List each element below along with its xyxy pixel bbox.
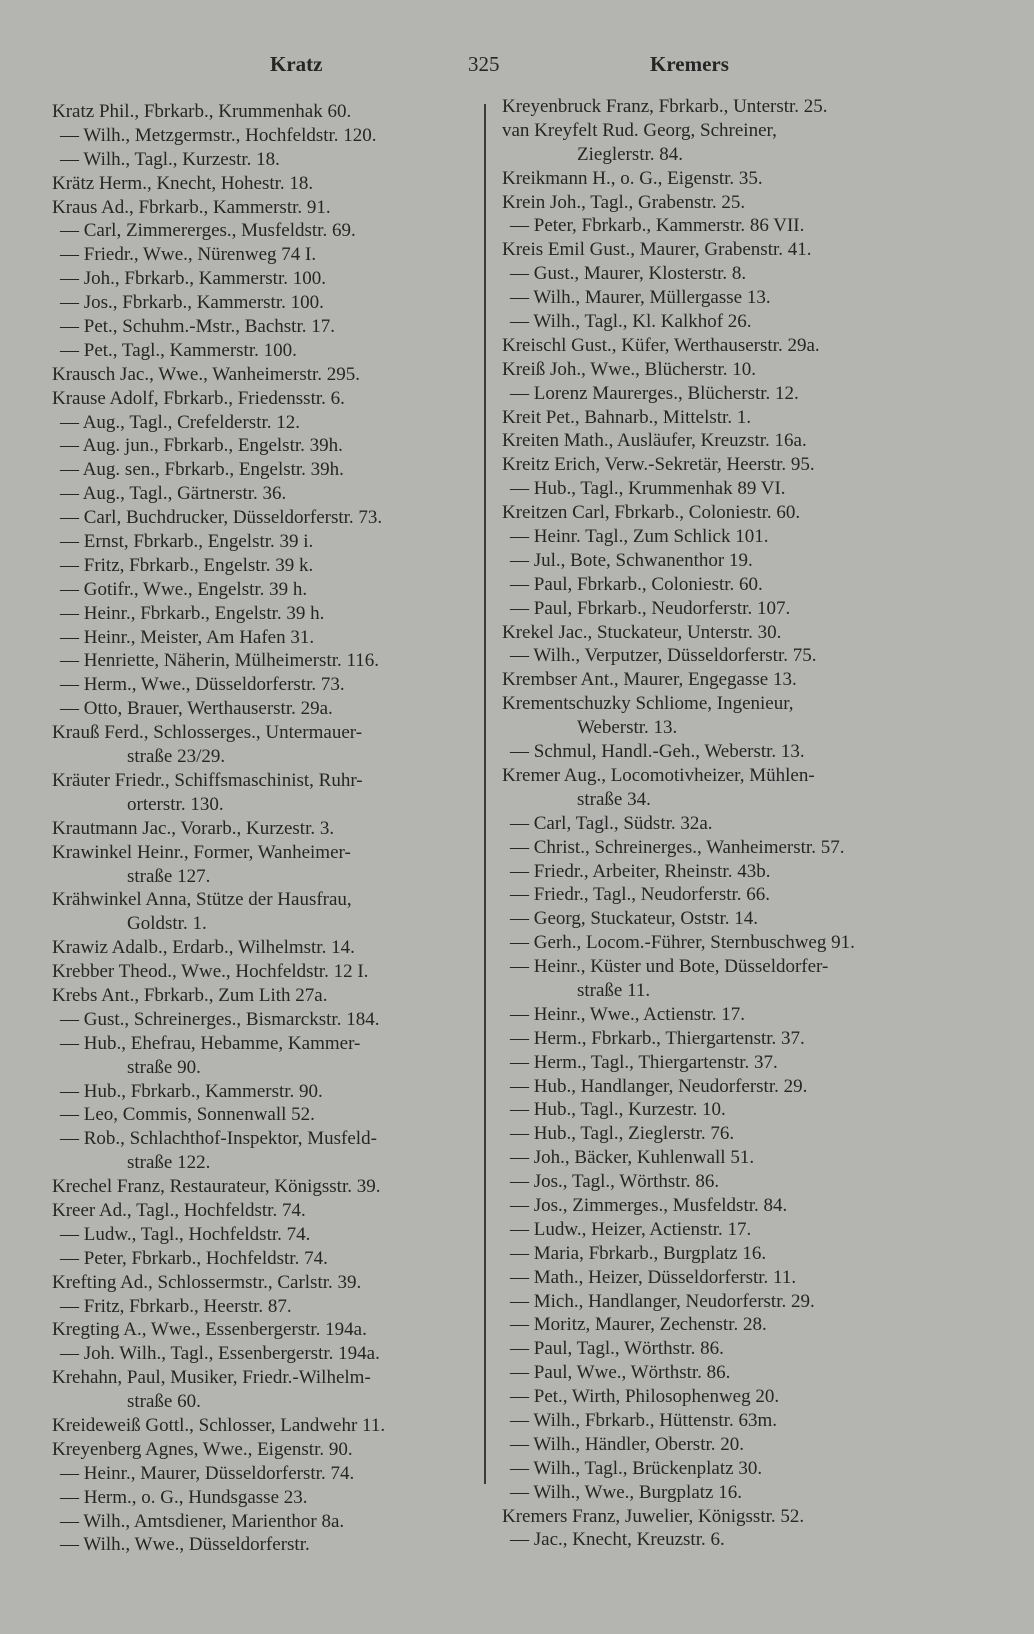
directory-subentry: — Hub., Fbrkarb., Kammerstr. 90. <box>60 1080 323 1102</box>
directory-entry: Krauß Ferd., Schlosserges., Untermauer- <box>52 722 363 744</box>
directory-entry: Kremers Franz, Juwelier, Königsstr. 52. <box>502 1505 805 1527</box>
directory-subentry: — Paul, Wwe., Wörthstr. 86. <box>510 1362 731 1384</box>
entry-continuation: straße 127. <box>127 865 211 887</box>
directory-entry: Kreitz Erich, Verw.-Sekretär, Heerstr. 95. <box>502 454 815 476</box>
directory-subentry: — Ernst, Fbrkarb., Engelstr. 39 i. <box>60 531 314 553</box>
directory-subentry: — Georg, Stuckateur, Oststr. 14. <box>510 908 758 930</box>
directory-subentry: — Ludw., Tagl., Hochfeldstr. 74. <box>60 1223 311 1245</box>
directory-entry: Kraus Ad., Fbrkarb., Kammerstr. 91. <box>52 196 331 218</box>
directory-subentry: — Heinr., Küster und Bote, Düsseldorfer- <box>510 956 829 978</box>
directory-subentry: — Mich., Handlanger, Neudorferstr. 29. <box>510 1290 815 1312</box>
directory-subentry: — Carl, Buchdrucker, Düsseldorferstr. 73. <box>60 507 383 529</box>
directory-entry: Krein Joh., Tagl., Grabenstr. 25. <box>502 191 746 213</box>
directory-subentry: — Pet., Tagl., Kammerstr. 100. <box>60 339 297 361</box>
entry-continuation: Zieglerstr. 84. <box>577 143 684 165</box>
directory-entry: Krembser Ant., Maurer, Engegasse 13. <box>502 669 797 691</box>
directory-subentry: — Jos., Zimmerges., Musfeldstr. 84. <box>510 1194 788 1216</box>
entry-continuation: Goldstr. 1. <box>127 913 207 935</box>
directory-subentry: — Fritz, Fbrkarb., Heerstr. 87. <box>60 1295 292 1317</box>
directory-subentry: — Gotifr., Wwe., Engelstr. 39 h. <box>60 578 308 600</box>
directory-entry: Krebber Theod., Wwe., Hochfeldstr. 12 I. <box>52 961 369 983</box>
directory-subentry: — Wilh., Verputzer, Düsseldorferstr. 75. <box>510 645 817 667</box>
directory-subentry: — Lorenz Maurerges., Blücherstr. 12. <box>510 382 799 404</box>
directory-subentry: — Christ., Schreinerges., Wanheimerstr. 57. <box>510 836 845 858</box>
directory-entry: van Kreyfelt Rud. Georg, Schreiner, <box>502 119 777 141</box>
directory-subentry: — Gerh., Locom.-Führer, Sternbuschweg 91. <box>510 932 855 954</box>
directory-subentry: — Henriette, Näherin, Mülheimerstr. 116. <box>60 650 380 672</box>
directory-subentry: — Fritz, Fbrkarb., Engelstr. 39 k. <box>60 554 314 576</box>
directory-subentry: — Wilh., Tagl., Kurzestr. 18. <box>60 148 280 170</box>
directory-subentry: — Hub., Handlanger, Neudorferstr. 29. <box>510 1075 808 1097</box>
directory-subentry: — Pet., Wirth, Philosophenweg 20. <box>510 1386 780 1408</box>
directory-subentry: — Paul, Tagl., Wörthstr. 86. <box>510 1338 724 1360</box>
directory-subentry: — Moritz, Maurer, Zechenstr. 28. <box>510 1314 767 1336</box>
directory-subentry: — Joh., Bäcker, Kuhlenwall 51. <box>510 1147 755 1169</box>
directory-entry: Kreischl Gust., Küfer, Werthauserstr. 29a. <box>502 334 820 356</box>
directory-subentry: — Leo, Commis, Sonnenwall 52. <box>60 1104 315 1126</box>
directory-subentry: — Heinr., Wwe., Actienstr. 17. <box>510 1003 746 1025</box>
directory-subentry: — Aug., Tagl., Crefelderstr. 12. <box>60 411 301 433</box>
directory-subentry: — Carl, Tagl., Südstr. 32a. <box>510 812 713 834</box>
entry-continuation: orterstr. 130. <box>127 793 224 815</box>
page-number: 325 <box>468 52 500 76</box>
directory-entry: Kreideweiß Gottl., Schlosser, Landwehr 11. <box>52 1414 386 1436</box>
directory-subentry: — Wilh., Tagl., Kl. Kalkhof 26. <box>510 311 752 333</box>
directory-entry: Krähwinkel Anna, Stütze der Hausfrau, <box>52 889 352 911</box>
directory-subentry: — Heinr., Meister, Am Hafen 31. <box>60 626 315 648</box>
directory-entry: Krechel Franz, Restaurateur, Königsstr. 39. <box>52 1176 381 1198</box>
directory-entry: Krause Adolf, Fbrkarb., Friedensstr. 6. <box>52 387 345 409</box>
directory-entry: Kreyenbruck Franz, Fbrkarb., Unterstr. 25. <box>502 96 828 117</box>
directory-subentry: — Schmul, Handl.-Geh., Weberstr. 13. <box>510 741 805 763</box>
directory-subentry: — Joh. Wilh., Tagl., Essenbergerstr. 194a. <box>60 1343 380 1365</box>
directory-entry: Kregting A., Wwe., Essenbergerstr. 194a. <box>52 1319 367 1341</box>
directory-entry: Krätz Herm., Knecht, Hohestr. 18. <box>52 172 314 194</box>
right-column <box>502 95 942 1552</box>
directory-entry: Kreitzen Carl, Fbrkarb., Coloniestr. 60. <box>502 502 801 524</box>
entry-continuation: straße 90. <box>127 1056 201 1078</box>
directory-subentry: — Wilh., Amtsdiener, Marienthor 8a. <box>60 1510 345 1532</box>
directory-entry: Kreikmann H., o. G., Eigenstr. 35. <box>502 167 763 189</box>
directory-subentry: — Jos., Fbrkarb., Kammerstr. 100. <box>60 292 324 314</box>
directory-entry: Krawiz Adalb., Erdarb., Wilhelmstr. 14. <box>52 937 355 959</box>
directory-entry: Kreiß Joh., Wwe., Blücherstr. 10. <box>502 358 756 380</box>
directory-subentry: — Jul., Bote, Schwanenthor 19. <box>510 549 753 571</box>
running-head-left: Kratz <box>270 52 323 76</box>
directory-entry: Krausch Jac., Wwe., Wanheimerstr. 295. <box>52 363 361 385</box>
entry-continuation: Weberstr. 13. <box>577 717 678 739</box>
entry-continuation: straße 11. <box>577 979 651 1001</box>
directory-subentry: — Heinr., Maurer, Düsseldorferstr. 74. <box>60 1462 355 1484</box>
directory-subentry: — Friedr., Tagl., Neudorferstr. 66. <box>510 884 771 906</box>
directory-subentry: — Otto, Brauer, Werthauserstr. 29a. <box>60 698 333 720</box>
entry-continuation: straße 23/29. <box>127 746 226 768</box>
directory-entry: Kratz Phil., Fbrkarb., Krummenhak 60. <box>52 101 352 122</box>
directory-subentry: — Jos., Tagl., Wörthstr. 86. <box>510 1171 720 1193</box>
directory-subentry: — Herm., Fbrkarb., Thiergartenstr. 37. <box>510 1027 805 1049</box>
directory-subentry: — Carl, Zimmererges., Musfeldstr. 69. <box>60 220 356 242</box>
directory-entry: Krementschuzky Schliome, Ingenieur, <box>502 693 794 715</box>
directory-subentry: — Peter, Fbrkarb., Hochfeldstr. 74. <box>60 1247 328 1269</box>
directory-subentry: — Math., Heizer, Düsseldorferstr. 11. <box>510 1266 797 1288</box>
directory-entry: Kreer Ad., Tagl., Hochfeldstr. 74. <box>52 1199 306 1221</box>
directory-subentry: — Wilh., Tagl., Brückenplatz 30. <box>510 1457 763 1479</box>
running-head-right: Kremers <box>650 52 729 76</box>
directory-entry: Krehahn, Paul, Musiker, Friedr.-Wilhelm- <box>52 1367 371 1389</box>
directory-subentry: — Paul, Fbrkarb., Coloniestr. 60. <box>510 573 763 595</box>
entry-continuation: straße 60. <box>127 1391 201 1413</box>
directory-subentry: — Aug., Tagl., Gärtnerstr. 36. <box>60 483 287 505</box>
directory-entry: Kreyenberg Agnes, Wwe., Eigenstr. 90. <box>52 1438 353 1460</box>
directory-entry: Kreis Emil Gust., Maurer, Grabenstr. 41. <box>502 239 812 261</box>
directory-subentry: — Hub., Tagl., Zieglerstr. 76. <box>510 1123 735 1145</box>
directory-subentry: — Paul, Fbrkarb., Neudorferstr. 107. <box>510 597 791 619</box>
directory-subentry: — Heinr., Fbrkarb., Engelstr. 39 h. <box>60 602 325 624</box>
directory-subentry: — Wilh., Wwe., Düsseldorferstr. <box>60 1534 310 1556</box>
directory-subentry: — Wilh., Maurer, Müllergasse 13. <box>510 287 771 309</box>
entry-continuation: straße 34. <box>577 788 651 810</box>
column-divider <box>484 104 486 1484</box>
directory-subentry: — Herm., o. G., Hundsgasse 23. <box>60 1486 308 1508</box>
directory-subentry: — Wilh., Fbrkarb., Hüttenstr. 63m. <box>510 1409 777 1431</box>
directory-subentry: — Wilh., Wwe., Burgplatz 16. <box>510 1481 742 1503</box>
directory-subentry: — Hub., Tagl., Kurzestr. 10. <box>510 1099 726 1121</box>
directory-subentry: — Herm., Tagl., Thiergartenstr. 37. <box>510 1051 778 1073</box>
directory-entry: Kreit Pet., Bahnarb., Mittelstr. 1. <box>502 406 752 428</box>
directory-subentry: — Wilh., Händler, Oberstr. 20. <box>510 1433 745 1455</box>
directory-entry: Krawinkel Heinr., Former, Wanheimer- <box>52 841 351 863</box>
directory-subentry: — Gust., Maurer, Klosterstr. 8. <box>510 263 747 285</box>
directory-entry: Krekel Jac., Stuckateur, Unterstr. 30. <box>502 621 782 643</box>
directory-subentry: — Heinr. Tagl., Zum Schlick 101. <box>510 526 769 548</box>
directory-subentry: — Hub., Tagl., Krummenhak 89 VI. <box>510 478 786 500</box>
directory-subentry: — Herm., Wwe., Düsseldorferstr. 73. <box>60 674 345 696</box>
directory-subentry: — Gust., Schreinerges., Bismarckstr. 184. <box>60 1008 380 1030</box>
directory-entry: Krebs Ant., Fbrkarb., Zum Lith 27a. <box>52 984 328 1006</box>
directory-subentry: — Hub., Ehefrau, Hebamme, Kammer- <box>60 1032 361 1054</box>
directory-entry: Krautmann Jac., Vorarb., Kurzestr. 3. <box>52 817 335 839</box>
directory-entry: Kreiten Math., Ausläufer, Kreuzstr. 16a. <box>502 430 807 452</box>
directory-entry: Kräuter Friedr., Schiffsmaschinist, Ruhr- <box>52 769 363 791</box>
directory-entry: Krefting Ad., Schlossermstr., Carlstr. 39. <box>52 1271 362 1293</box>
left-column <box>52 100 492 1557</box>
directory-subentry: — Aug. jun., Fbrkarb., Engelstr. 39h. <box>60 435 343 457</box>
directory-subentry: — Joh., Fbrkarb., Kammerstr. 100. <box>60 268 326 290</box>
directory-subentry: — Friedr., Arbeiter, Rheinstr. 43b. <box>510 860 771 882</box>
directory-subentry: — Peter, Fbrkarb., Kammerstr. 86 VII. <box>510 215 805 237</box>
directory-subentry: — Rob., Schlachthof-Inspektor, Musfeld- <box>60 1128 377 1150</box>
directory-entry: Kremer Aug., Locomotivheizer, Mühlen- <box>502 764 815 786</box>
directory-subentry: — Ludw., Heizer, Actienstr. 17. <box>510 1218 752 1240</box>
directory-subentry: — Wilh., Metzgermstr., Hochfeldstr. 120. <box>60 124 377 146</box>
entry-continuation: straße 122. <box>127 1152 211 1174</box>
directory-subentry: — Jac., Knecht, Kreuzstr. 6. <box>510 1529 725 1551</box>
directory-subentry: — Maria, Fbrkarb., Burgplatz 16. <box>510 1242 767 1264</box>
directory-subentry: — Pet., Schuhm.-Mstr., Bachstr. 17. <box>60 316 335 338</box>
directory-subentry: — Aug. sen., Fbrkarb., Engelstr. 39h. <box>60 459 344 481</box>
directory-subentry: — Friedr., Wwe., Nürenweg 74 I. <box>60 244 317 266</box>
